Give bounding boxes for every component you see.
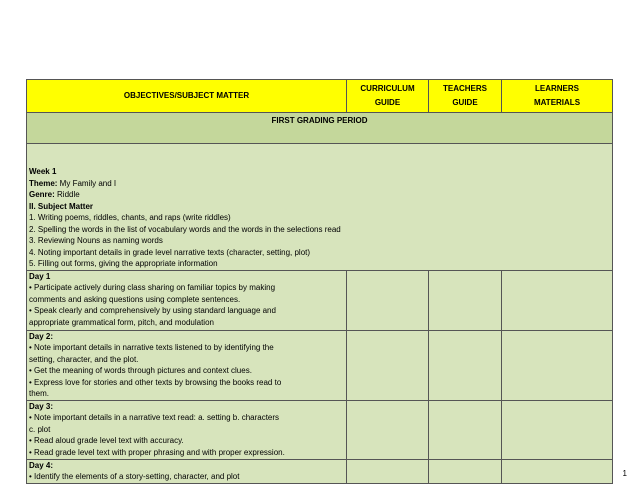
week-title: Week 1 xyxy=(29,167,57,176)
day2-learners-materials xyxy=(502,330,613,400)
day4-curriculum-guide xyxy=(347,459,429,483)
subject-item: 2. Spelling the words in the list of vocabulary words and the words in the selections read xyxy=(29,224,341,234)
curriculum-table xyxy=(26,79,613,484)
grading-period-title: FIRST GRADING PERIOD xyxy=(27,113,613,144)
day1-row xyxy=(27,270,613,330)
day1-objectives: Day 1 • Participate actively during class sharing on familiar topics by making comments and asking questions using complete sentences. • Speak clearly and comprehensively by using standard language and appropriate grammatical form, pitch, and modulation xyxy=(27,270,347,330)
week-row xyxy=(27,144,613,271)
subject-matter-label: II. Subject Matter xyxy=(29,201,94,211)
day4-row xyxy=(27,459,613,483)
day1-teachers-guide xyxy=(429,270,502,330)
day4-teachers-guide xyxy=(429,459,502,483)
day4-objectives: Day 4: • Identify the elements of a story-setting, character, and plot xyxy=(27,459,347,483)
day3-curriculum-guide xyxy=(347,400,429,459)
subject-item: 3. Reviewing Nouns as naming words xyxy=(29,236,163,245)
page-number: 1 xyxy=(622,469,627,478)
subject-item: 4. Noting important details in grade level narrative texts (character, setting, plot) xyxy=(29,247,311,257)
curriculum-guide-header: CURRICULUM GUIDE xyxy=(347,80,429,113)
day3-row xyxy=(27,400,613,459)
day2-objectives: Day 2: • Note important details in narrative texts listened to by identifying the setting, character, and the plot. • Get the meaning of words through pictures and context clues. • Express love for stories and other texts by browsing the books read to them. xyxy=(27,330,347,400)
subject-item: 5. Filling out forms, giving the appropriate information xyxy=(29,259,218,268)
day3-teachers-guide xyxy=(429,400,502,459)
day1-curriculum-guide xyxy=(347,270,429,330)
day3-learners-materials xyxy=(502,400,613,459)
day2-teachers-guide xyxy=(429,330,502,400)
objectives-header: OBJECTIVES/SUBJECT MATTER xyxy=(27,80,347,113)
table-header-row xyxy=(27,80,613,113)
grading-period-row xyxy=(27,113,613,144)
learners-materials-header: LEARNERS MATERIALS xyxy=(502,80,613,113)
genre-line: Genre: Riddle xyxy=(29,190,80,199)
subject-item: 1. Writing poems, riddles, chants, and raps (write riddles) xyxy=(29,213,231,222)
day4-learners-materials xyxy=(502,459,613,483)
theme-line: Theme: My Family and I xyxy=(29,178,117,188)
day1-learners-materials xyxy=(502,270,613,330)
week-cell xyxy=(27,144,613,271)
day2-row xyxy=(27,330,613,400)
day3-objectives: Day 3: • Note important details in a narrative text read: a. setting b. characters c. plot • Read aloud grade level text with accuracy. • Read grade level text with proper phrasing and with proper expression. xyxy=(27,400,347,459)
day2-curriculum-guide xyxy=(347,330,429,400)
teachers-guide-header: TEACHERS GUIDE xyxy=(429,80,502,113)
